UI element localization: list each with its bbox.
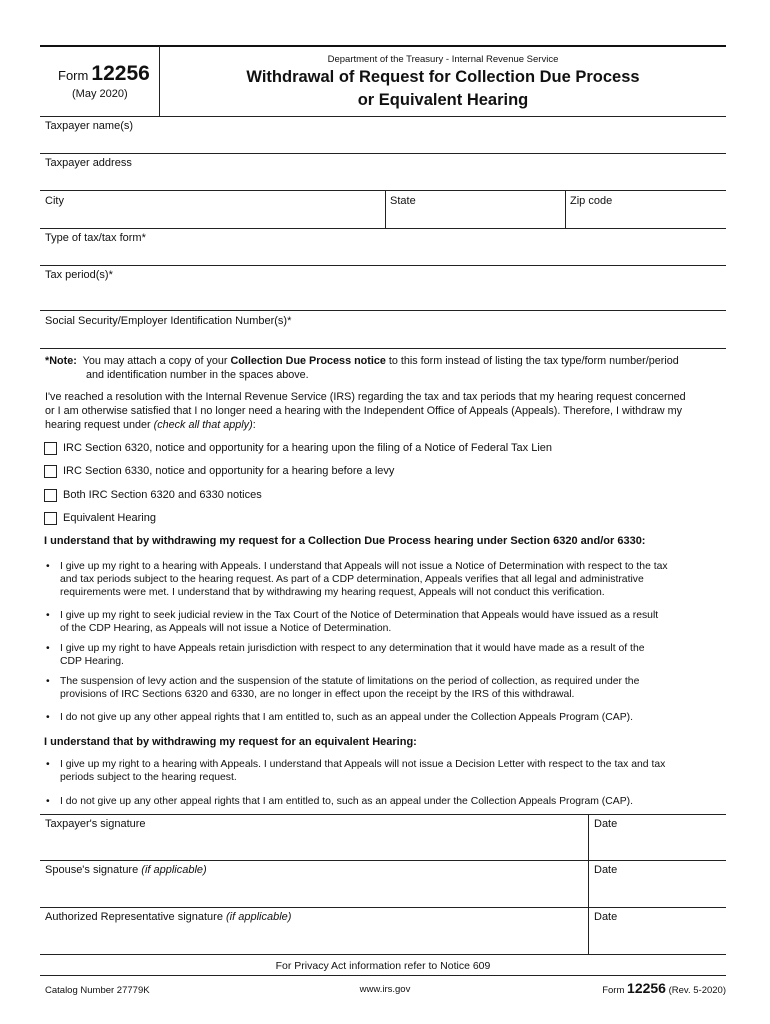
- bullet-dot: •: [46, 712, 50, 723]
- bullet-dot: •: [46, 561, 50, 572]
- bullet-dot: •: [46, 676, 50, 687]
- checkbox-both-label: Both IRC Section 6320 and 6330 notices: [63, 489, 262, 501]
- taxpayer-date-field[interactable]: [589, 815, 726, 860]
- catalog-number: Catalog Number 27779K: [45, 985, 150, 996]
- note-text-b: to this form instead of listing the tax type/form number/period: [385, 355, 679, 367]
- taxpayer-names-label: Taxpayer name(s): [45, 120, 134, 132]
- equiv-bullet-2: [44, 795, 726, 808]
- bullet-line: The suspension of levy action and the suspension of the statute of limitations on the period of collection, as required under the: [60, 676, 640, 687]
- ssn-ein-field[interactable]: [40, 311, 726, 348]
- note-line1: [45, 355, 679, 368]
- zip-label: Zip code: [570, 195, 613, 207]
- cdp-bullet-1: [44, 560, 726, 599]
- intro-line2: or I am otherwise satisfied that I no longer need a hearing with the Independent Office of Appeals (Appeals). Therefore, I withdraw my: [45, 405, 682, 417]
- top-rule: [40, 45, 726, 47]
- cdp-bullet-4: [44, 675, 726, 701]
- note-text-a: You may attach a copy of your: [82, 355, 231, 367]
- bullet-line: and tax periods subject to the hearing request. As part of a CDP determination, Appeals verifies that all legal and administrative: [60, 574, 644, 585]
- intro-line1: I've reached a resolution with the Internal Revenue Service (IRS) regarding the tax and tax periods that my hearing request concerned: [45, 391, 686, 403]
- taxpayer-signature-field[interactable]: [40, 815, 588, 860]
- privacy-notice: For Privacy Act information refer to Notice 609: [275, 960, 491, 972]
- cdp-heading: I understand that by withdrawing my request for a Collection Due Process hearing under Section 6320 and/or 6330:: [44, 535, 646, 547]
- spouse-signature-field[interactable]: [40, 861, 588, 907]
- bullet-line: of the CDP Hearing, as Appeals will not issue a Notice of Determination.: [60, 623, 392, 634]
- taxpayer-names-field[interactable]: [40, 117, 726, 153]
- checkbox-equivalent[interactable]: [44, 512, 57, 525]
- bullet-line: I give up my right to a hearing with Appeals. I understand that Appeals will not issue a Notice of Determination with respect to the tax: [60, 561, 668, 572]
- equiv-heading: I understand that by withdrawing my request for an equivalent Hearing:: [44, 736, 417, 748]
- bullet-dot: •: [46, 643, 50, 654]
- footer-form-number: 12256: [627, 980, 666, 996]
- tax-type-field[interactable]: [40, 229, 726, 265]
- form-id: [58, 62, 150, 86]
- rep-label-note: (if applicable): [226, 911, 292, 923]
- note-line2: and identification number in the spaces above.: [86, 369, 309, 381]
- intro-line3c: :: [252, 419, 256, 431]
- rep-date-label: Date: [594, 911, 618, 923]
- footer-form-word: Form: [602, 985, 625, 996]
- spouse-label-text: Spouse's signature: [45, 864, 142, 876]
- taxpayer-signature-label: Taxpayer's signature: [45, 818, 146, 830]
- rule: [40, 348, 726, 349]
- checkbox-equivalent-label: Equivalent Hearing: [63, 512, 156, 524]
- form-number: 12256: [91, 62, 150, 85]
- intro-line3b: (check all that apply): [153, 419, 253, 431]
- department-line: Department of the Treasury - Internal Revenue Service: [327, 54, 559, 65]
- bullet-line: requirements were met. I understand that by withdrawing my hearing request, Appeals will not conduct this verification.: [60, 587, 605, 598]
- footer-rule: [40, 975, 726, 976]
- ssn-ein-label: Social Security/Employer Identification Number(s)*: [45, 315, 292, 327]
- spouse-label-note: (if applicable): [141, 864, 207, 876]
- bullet-line: periods subject to the hearing request.: [60, 772, 237, 783]
- checkbox-6320[interactable]: [44, 442, 57, 455]
- website: www.irs.gov: [359, 984, 411, 995]
- cdp-bullet-3: [44, 642, 726, 668]
- intro-line3: [45, 419, 256, 432]
- bullet-line: I do not give up any other appeal rights that I am entitled to, such as an appeal under the Collection Appeals Program (CAP).: [60, 712, 633, 723]
- spouse-date-label: Date: [594, 864, 618, 876]
- cdp-bullet-2: [44, 609, 726, 635]
- checkbox-6330[interactable]: [44, 465, 57, 478]
- equiv-bullet-1: [44, 758, 726, 784]
- form-title-line1: Withdrawal of Request for Collection Due Process: [246, 68, 640, 86]
- city-field[interactable]: [40, 191, 385, 227]
- tax-periods-label: Tax period(s)*: [45, 269, 113, 281]
- bullet-dot: •: [46, 759, 50, 770]
- taxpayer-date-label: Date: [594, 818, 618, 830]
- form-title-line2: or Equivalent Hearing: [357, 91, 529, 109]
- spouse-date-field[interactable]: [589, 861, 726, 907]
- bullet-dot: •: [46, 610, 50, 621]
- bullet-line: I give up my right to seek judicial review in the Tax Court of the Notice of Determination that Appeals would have issued as a result: [60, 610, 659, 621]
- state-field[interactable]: [386, 191, 565, 227]
- taxpayer-address-label: Taxpayer address: [45, 157, 132, 169]
- bullet-line: CDP Hearing.: [60, 656, 124, 667]
- footer-rev: (Rev. 5-2020): [668, 985, 726, 996]
- bullet-line: I give up my right to have Appeals retain jurisdiction with respect to any determination that it would have made as a result of the: [60, 643, 645, 654]
- rule: [40, 954, 726, 955]
- checkbox-both[interactable]: [44, 489, 57, 502]
- note-bold: Collection Due Process notice: [230, 355, 386, 367]
- city-label: City: [45, 195, 64, 207]
- intro-line3a: hearing request under: [45, 419, 154, 431]
- checkbox-6320-label: IRC Section 6320, notice and opportunity for a hearing upon the filing of a Notice of Federal Tax Lien: [63, 442, 552, 454]
- form-date: (May 2020): [72, 88, 128, 100]
- footer-form-id: [602, 980, 726, 996]
- zip-field[interactable]: [566, 191, 726, 227]
- rep-label-text: Authorized Representative signature: [45, 911, 226, 923]
- form-word: Form: [58, 68, 89, 83]
- bullet-dot: •: [46, 796, 50, 807]
- bullet-line: I do not give up any other appeal rights that I am entitled to, such as an appeal under the Collection Appeals Program (CAP).: [60, 796, 633, 807]
- bullet-line: provisions of IRC Sections 6320 and 6330, are no longer in effect upon the receipt by the IRS of this withdrawal.: [60, 689, 575, 700]
- state-label: State: [390, 195, 416, 207]
- cdp-bullet-5: [44, 711, 726, 724]
- tax-type-label: Type of tax/tax form*: [45, 232, 146, 244]
- bullet-line: I give up my right to a hearing with Appeals. I understand that Appeals will not issue a Decision Letter with respect to the tax and tax: [60, 759, 666, 770]
- taxpayer-address-field[interactable]: [40, 154, 726, 190]
- checkbox-6330-label: IRC Section 6330, notice and opportunity for a hearing before a levy: [63, 465, 395, 477]
- rep-date-field[interactable]: [589, 908, 726, 954]
- note-label: *Note:: [45, 355, 77, 367]
- rep-signature-field[interactable]: [40, 908, 588, 954]
- tax-periods-field[interactable]: [40, 266, 726, 310]
